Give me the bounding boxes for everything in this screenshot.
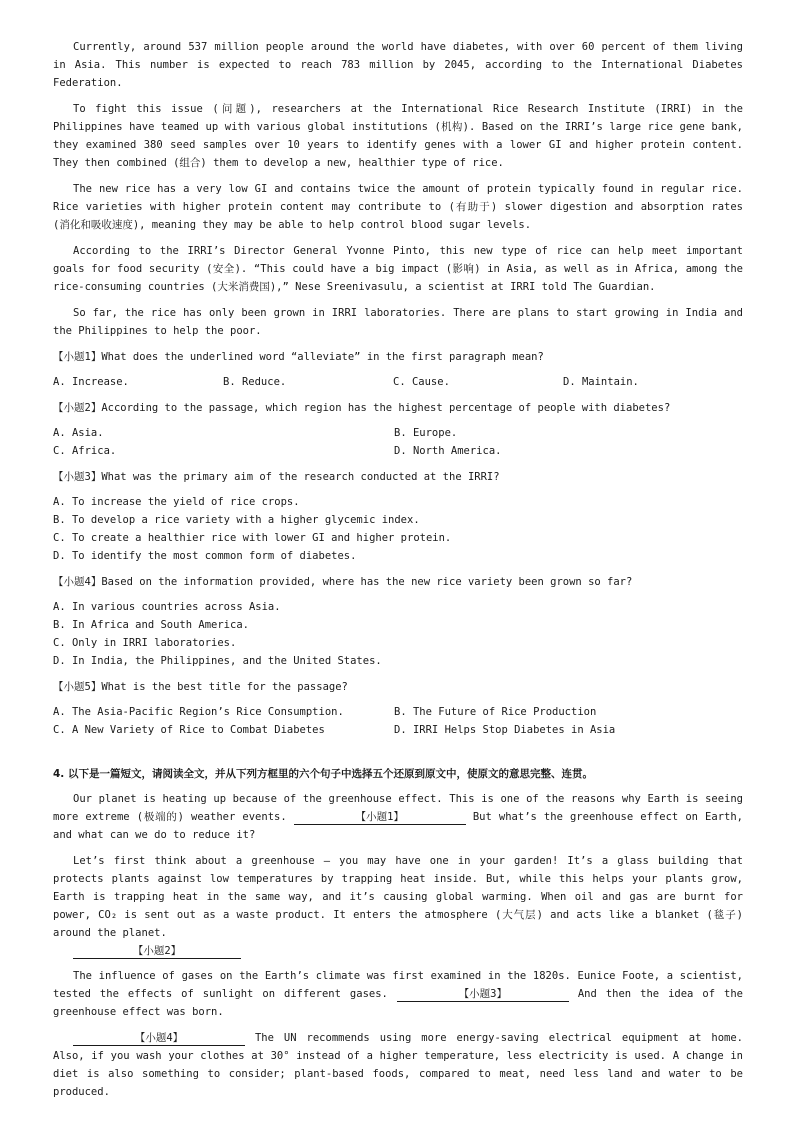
section-4-title: 4. 以下是一篇短文，请阅读全文，并从下列方框里的六个句子中选择五个还原到原文中，使原文的意思完整、连贯。 bbox=[53, 768, 593, 780]
blank-2-row bbox=[53, 944, 743, 959]
question-5-options bbox=[53, 703, 743, 739]
question-2-stem: 【小题2】According to the passage, which region has the highest percentage of people with diabetes? bbox=[53, 402, 671, 414]
section-4-paragraph-4-text: The UN recommends using more energy-saving electrical equipment at home. Also, if you wash your clothes at 30° instead of a higher temperature, less electricity is used. A change in diet is also something to consider; plant-based foods, compared to meat, need less land and water to be produced. bbox=[53, 1032, 743, 1098]
question-3-option-b[interactable]: B. To develop a rice variety with a higher glycemic index. bbox=[53, 514, 420, 526]
question-1-stem: 【小题1】What does the underlined word “alleviate” in the first paragraph mean? bbox=[53, 351, 544, 363]
question-4-option-d[interactable]: D. In India, the Philippines, and the United States. bbox=[53, 655, 382, 667]
question-1-option-b[interactable]: B. Reduce. bbox=[223, 376, 287, 388]
question-5-option-a[interactable]: A. The Asia-Pacific Region’s Rice Consumption. bbox=[53, 706, 344, 718]
question-3-option-c[interactable]: C. To create a healthier rice with lower GI and higher protein. bbox=[53, 532, 452, 544]
section-4-paragraph-3-text-a: The influence of gases on the Earth’s climate was first examined in the 1820s. Eunice Foote, a scientist, tested the effects of sunlight on different gases. bbox=[53, 970, 743, 1000]
section-4-paragraph-4 bbox=[53, 1029, 743, 1101]
blank-4[interactable]: 【小题4】 bbox=[73, 1031, 245, 1046]
exam-page bbox=[53, 38, 743, 1109]
question-4-option-b[interactable]: B. In Africa and South America. bbox=[53, 619, 249, 631]
passage-paragraph-3: The new rice has a very low GI and contains twice the amount of protein typically found in regular rice. Rice varieties with higher protein content may contribute to (有助于) slower digestion and absorption rates (消化和吸收速度), meaning they may be able to help control blood sugar levels. bbox=[53, 183, 743, 231]
blank-1[interactable]: 【小题1】 bbox=[294, 810, 466, 825]
passage-paragraph-5: So far, the rice has only been grown in IRRI laboratories. There are plans to start growing in India and the Philippines to help the poor. bbox=[53, 307, 743, 337]
question-1-option-c[interactable]: C. Cause. bbox=[393, 376, 450, 388]
section-4-paragraph-1-text-a: Our planet is heating up because of the greenhouse effect. This is one of the reasons why Earth is seeing more extreme (极端的) weather events. bbox=[53, 793, 743, 823]
question-4-option-a[interactable]: A. In various countries across Asia. bbox=[53, 601, 281, 613]
section-4-paragraph-3-text-b: And then the idea of the greenhouse effect was born. bbox=[53, 988, 743, 1018]
question-4-option-c[interactable]: C. Only in IRRI laboratories. bbox=[53, 637, 237, 649]
question-1-option-a[interactable]: A. Increase. bbox=[53, 376, 129, 388]
passage-paragraph-4: According to the IRRI’s Director General Yvonne Pinto, this new type of rice can help meet important goals for food security (安全). “This could have a big impact (影响) in Asia, as well as in Africa, among the rice-consuming countries (大米消费国),” Nese Sreenivasulu, a scientist at IRRI told The Guardian. bbox=[53, 245, 743, 293]
passage-paragraph-1: Currently, around 537 million people around the world have diabetes, with over 60 percent of them living in Asia. This number is expected to reach 783 million by 2045, according to the International Diabetes Federation. bbox=[53, 41, 743, 89]
section-4-paragraph-2: Let’s first think about a greenhouse — you may have one in your garden! It’s a glass building that protects plants against low temperatures by trapping heat inside. But, while this helps your plants grow, Earth is trapping heat in the same way, and it’s causing global warming. When oil and gas are burnt for power, CO₂ is sent out as a waste product. It enters the atmosphere (大气层) and acts like a blanket (毯子) around the planet. bbox=[53, 855, 743, 939]
question-5-option-b[interactable]: B. The Future of Rice Production bbox=[394, 706, 597, 718]
section-4-paragraph-1-text-b: But what’s the greenhouse effect on Earth, and what can we do to reduce it? bbox=[53, 811, 743, 841]
question-4-stem: 【小题4】Based on the information provided, where has the new rice variety been grown so far? bbox=[53, 576, 633, 588]
question-1-options bbox=[53, 373, 743, 391]
passage-paragraph-2: To fight this issue (问题), researchers at the International Rice Research Institute (IRRI) in the Philippines have teamed up with various global institutions (机构). Based on the IRRI’s large rice gene bank, they examined 380 seed samples over 10 years to identify genes with a lower GI and higher protein content. They then combined (组合) them to develop a new, healthier type of rice. bbox=[53, 103, 743, 169]
question-4-options bbox=[53, 598, 743, 670]
question-3-option-a[interactable]: A. To increase the yield of rice crops. bbox=[53, 496, 300, 508]
question-2-options bbox=[53, 424, 743, 460]
question-5-option-d[interactable]: D. IRRI Helps Stop Diabetes in Asia bbox=[394, 724, 616, 736]
question-3-option-d[interactable]: D. To identify the most common form of diabetes. bbox=[53, 550, 357, 562]
question-1-option-d[interactable]: D. Maintain. bbox=[563, 376, 639, 388]
question-3-options bbox=[53, 493, 743, 565]
section-4-paragraph-3 bbox=[53, 967, 743, 1021]
blank-3[interactable]: 【小题3】 bbox=[397, 987, 569, 1002]
question-2-option-a[interactable]: A. Asia. bbox=[53, 427, 104, 439]
question-5-stem: 【小题5】What is the best title for the passage? bbox=[53, 681, 348, 693]
question-5-option-c[interactable]: C. A New Variety of Rice to Combat Diabetes bbox=[53, 724, 325, 736]
question-2-option-c[interactable]: C. Africa. bbox=[53, 445, 117, 457]
question-3-stem: 【小题3】What was the primary aim of the research conducted at the IRRI? bbox=[53, 471, 500, 483]
blank-2[interactable]: 【小题2】 bbox=[73, 944, 241, 959]
section-4-paragraph-1 bbox=[53, 790, 743, 844]
question-2-option-b[interactable]: B. Europe. bbox=[394, 427, 458, 439]
question-2-option-d[interactable]: D. North America. bbox=[394, 445, 502, 457]
